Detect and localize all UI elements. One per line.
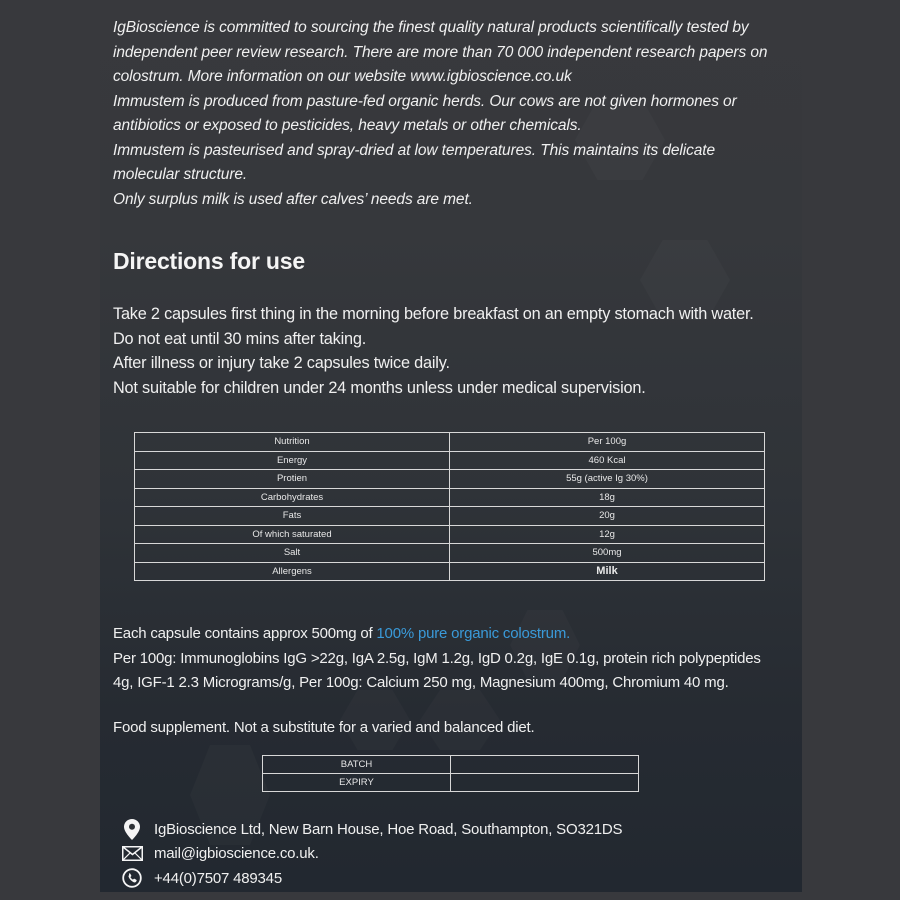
allergen-value: Milk [450, 562, 765, 581]
capsule-line-prefix: Each capsule contains approx 500mg of [113, 625, 377, 642]
intro-line: Immustem is produced from pasture-fed organic herds. Our cows are not given hormones or [113, 92, 737, 110]
contact-list [121, 817, 622, 891]
product-info-panel [100, 0, 802, 892]
contact-phone [121, 866, 622, 891]
table-row [135, 507, 765, 526]
address-text: IgBioscience Ltd, New Barn House, Hoe Road, Southampton, SO321DS [154, 820, 623, 838]
table-header-row [135, 433, 765, 452]
table-header-cell: Nutrition [135, 433, 450, 452]
table-row [263, 756, 639, 774]
table-row [135, 525, 765, 544]
nutrition-table [134, 432, 765, 581]
direction-line: Do not eat until 30 mins after taking. [113, 329, 367, 348]
table-row [263, 774, 639, 792]
nutrient-value: 18g [450, 488, 765, 507]
capsule-info [113, 622, 802, 696]
envelope-icon [121, 843, 143, 865]
nutrient-name: Energy [135, 451, 450, 470]
direction-line: Take 2 capsules first thing in the morning before breakfast on an empty stomach with water. [113, 305, 754, 323]
nutrient-name: Protien [135, 470, 450, 489]
food-supplement-note: Food supplement. Not a substitute for a varied and balanced diet. [113, 719, 535, 736]
batch-label: BATCH [263, 756, 451, 774]
table-row [135, 544, 765, 563]
intro-line: independent peer review research. There are more than 70 000 independent research papers on [113, 43, 768, 61]
intro-line: molecular structure. [113, 166, 248, 183]
intro-line: colostrum. More information on our website www.igbioscience.co.uk [113, 68, 572, 85]
table-row [135, 451, 765, 470]
nutrient-value: 55g (active Ig 30%) [450, 470, 765, 489]
colostrum-link[interactable]: 100% pure organic colostrum. [376, 625, 571, 642]
map-pin-icon [121, 818, 143, 840]
intro-line: Only surplus milk is used after calves’ needs are met. [113, 190, 473, 208]
intro-text [113, 16, 802, 212]
phone-icon [121, 867, 143, 889]
direction-line: After illness or injury take 2 capsules twice daily. [113, 354, 450, 373]
intro-line: antibiotics or exposed to pesticides, heavy metals or other chemicals. [113, 117, 582, 134]
batch-table [262, 755, 639, 792]
nutrient-value: 460 Kcal [450, 451, 765, 470]
table-row [135, 470, 765, 489]
expiry-label: EXPIRY [263, 774, 451, 792]
email-link[interactable]: mail@igbioscience.co.uk. [154, 845, 319, 863]
nutrient-name: Carbohydrates [135, 488, 450, 507]
nutrient-name: Of which saturated [135, 525, 450, 544]
phone-link[interactable]: +44(0)7507 489345 [154, 869, 282, 887]
direction-line: Not suitable for children under 24 months unless under medical supervision. [113, 378, 646, 397]
expiry-value [451, 774, 639, 792]
capsule-line [113, 622, 802, 647]
intro-line: IgBioscience is committed to sourcing the finest quality natural products scientifically tested by [113, 19, 749, 36]
directions-heading: Directions for use [113, 248, 305, 274]
nutrient-name: Allergens [135, 562, 450, 581]
capsule-line: Per 100g: Immunoglobins IgG >22g, IgA 2.5g, IgM 1.2g, IgD 0.2g, IgE 0.1g, protein rich polypeptides [113, 649, 761, 667]
nutrient-name: Salt [135, 544, 450, 563]
nutrient-name: Fats [135, 507, 450, 526]
nutrient-value: 20g [450, 507, 765, 526]
contact-email [121, 842, 622, 867]
nutrient-value: 12g [450, 525, 765, 544]
contact-address [121, 817, 622, 842]
intro-line: Immustem is pasteurised and spray-dried at low temperatures. This maintains its delicate [113, 141, 715, 159]
table-row [135, 488, 765, 507]
batch-value [451, 756, 639, 774]
directions-text [113, 302, 802, 400]
table-header-cell: Per 100g [450, 433, 765, 452]
table-row [135, 562, 765, 581]
capsule-line: 4g, IGF-1 2.3 Micrograms/g, Per 100g: Calcium 250 mg, Magnesium 400mg, Chromium 40 mg. [113, 674, 729, 691]
nutrient-value: 500mg [450, 544, 765, 563]
